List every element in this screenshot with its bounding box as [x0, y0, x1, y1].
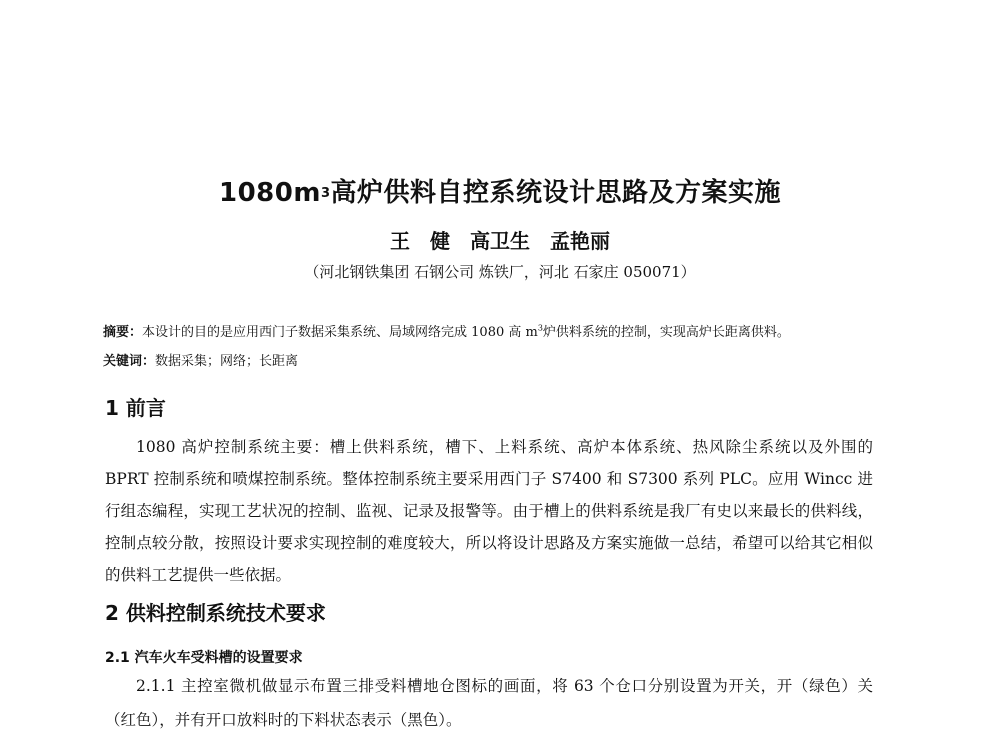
abstract-text-part2: 炉供料系统的控制，实现高炉长距离供料。	[542, 325, 790, 340]
section-1-paragraph: 1080 高炉控制系统主要：槽上供料系统，槽下、上料系统、高炉本体系统、热风除尘系统以及外围的 BPRT 控制系统和喷煤控制系统。整体控制系统主要采用西门子 S7400 和 S7300 系列 PLC。应用 Wincc 进行组态编程，实现工艺状况的控制、监视、记录及报警等。由于槽上的供料系统是我厂有史以来最长的供料线，控制点较分散，按照设计要求实现控制的难度较大，所以将设计思路及方案实施做一总结，希望可以给其它相似的供料工艺提供一些依据。	[105, 438, 873, 584]
abstract-text-part1: 本设计的目的是应用西门子数据采集系统、局域网络完成 1080 高 m	[142, 325, 538, 340]
keywords-text: 数据采集；网络；长距离	[155, 354, 299, 369]
title-rest: 高炉供料自控系统设计思路及方案实施	[330, 178, 782, 208]
subsection-2-1-heading: 2.1 汽车火车受料槽的设置要求	[105, 650, 303, 666]
title-main: 1080m	[218, 178, 321, 208]
abstract-label: 摘要：	[103, 325, 143, 340]
subsection-2-1-paragraph: 2.1.1 主控室微机做显示布置三排受料槽地仓图标的画面，将 63 个仓口分别设置为开关，开（绿色）关（红色），并有开口放料时的下料状态表示（黑色）。	[105, 677, 873, 729]
section-1-heading: 1 前言	[105, 396, 166, 420]
authors: 王 健 高卫生 孟艳丽	[390, 229, 610, 253]
title-superscript: 3	[320, 186, 331, 201]
keywords-label: 关键词：	[103, 354, 156, 369]
paper-title	[0, 172, 1000, 209]
section-2-heading: 2 供料控制系统技术要求	[105, 601, 326, 625]
abstract	[103, 321, 790, 340]
keywords	[103, 350, 298, 369]
abstract-superscript: 3	[537, 323, 543, 333]
affiliation: （河北钢铁集团 石钢公司 炼铁厂，河北 石家庄 050071）	[304, 263, 696, 281]
